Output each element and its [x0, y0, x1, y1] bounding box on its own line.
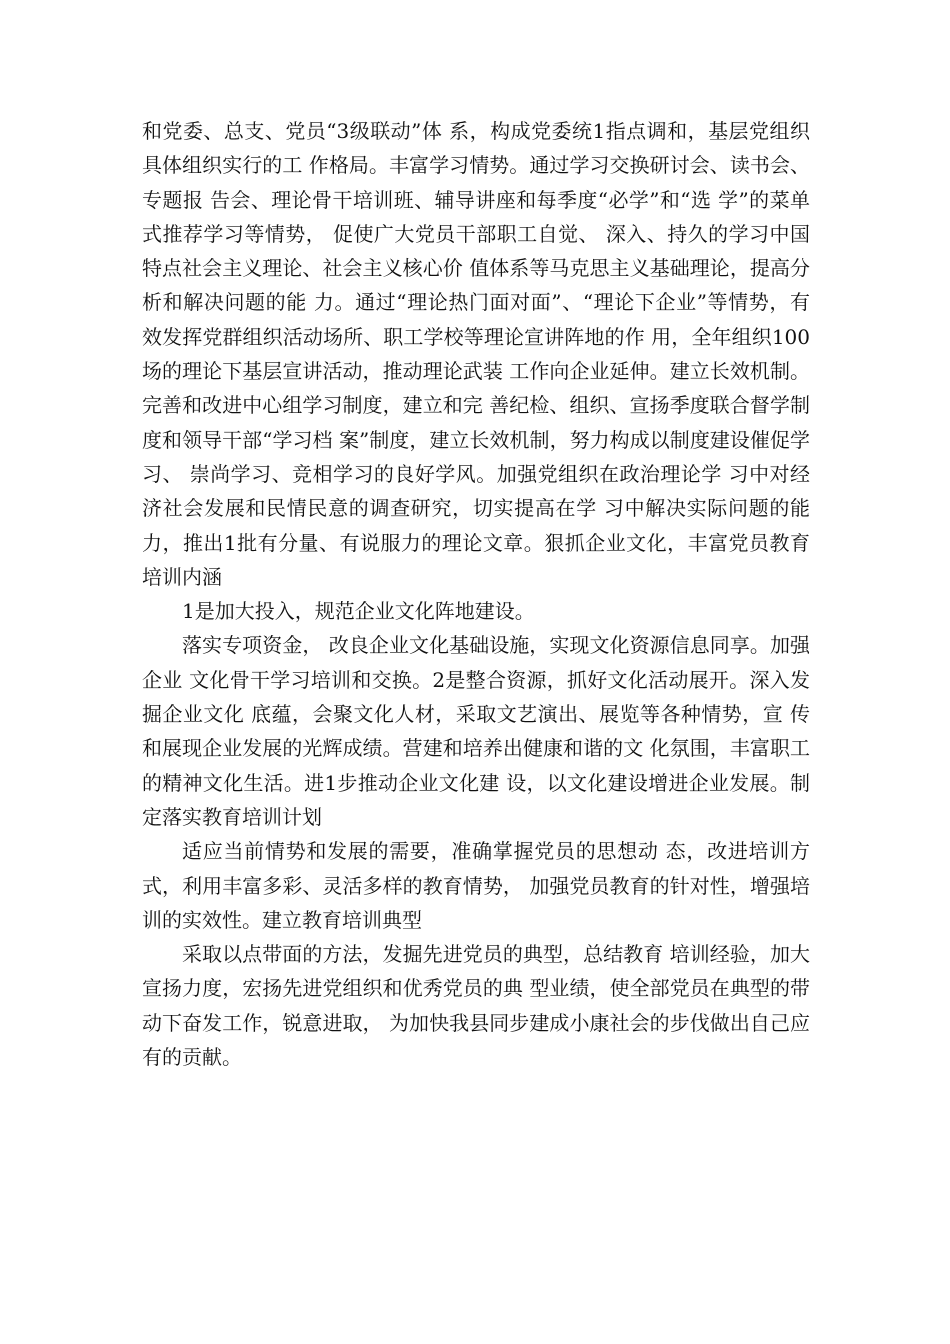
- paragraph-2: 1是加大投入，规范企业文化阵地建设。: [182, 599, 535, 624]
- document-page: [142, 114, 810, 1074]
- paragraph-5: 采取以点带面的方法，发掘先进党员的典型，总结教育 培训经验，加大宣扬力度，宏扬先进党组织和优秀党员的典 型业绩，使全部党员在典型的带动下奋发工作，锐意进取， 为加快我县同步建成小康社会的步伐做出自己应有的贡献。: [142, 942, 810, 1070]
- paragraph-3: 落实专项资金， 改良企业文化基础设施，实现文化资源信息同享。加强企业 文化骨干学习培训和交换。2是整合资源，抓好文化活动展开。深入发掘企业文化 底蕴，会聚文化人材，采取文艺演出、展览等各种情势，宣 传和展现企业发展的光辉成绩。营建和培养出健康和谐的文 化氛围，丰富职工的精神文化生活。进1步推动企业文化建 设，以文化建设增进企业发展。制定落实教育培训计划: [142, 633, 810, 829]
- paragraph-1: 和党委、总支、党员“3级联动”体 系，构成党委统1指点调和，基层党组织具体组织实行的工 作格局。丰富学习情势。通过学习交换研讨会、读书会、专题报 告会、理论骨干培训班、辅导讲座和每季度“必学”和“选 学”的菜单式推荐学习等情势， 促使广大党员干部职工自觉、 深入、持久的学习中国特点社会主义理论、社会主义核心价 值体系等马克思主义基础理论，提高分析和解决问题的能 力。通过“理论热门面对面”、“理论下企业”等情势，有 效发挥党群组织活动场所、职工学校等理论宣讲阵地的作 用，全年组织100场的理论下基层宣讲活动，推动理论武装 工作向企业延伸。建立长效机制。完善和改进中心组学习制度，建立和完 善纪检、组织、宣扬季度联合督学制度和领导干部“学习档 案”制度，建立长效机制，努力构成以制度建设催促学习、 崇尚学习、竞相学习的良好学风。加强党组织在政治理论学 习中对经济社会发展和民情民意的调查研究，切实提高在学 习中解决实际问题的能力，推出1批有分量、有说服力的理论文章。狠抓企业文化，丰富党员教育培训内涵: [142, 119, 810, 589]
- paragraph-4: 适应当前情势和发展的需要，准确掌握党员的思想动 态，改进培训方式，利用丰富多彩、灵活多样的教育情势， 加强党员教育的针对性，增强培训的实效性。建立教育培训典型: [142, 839, 810, 932]
